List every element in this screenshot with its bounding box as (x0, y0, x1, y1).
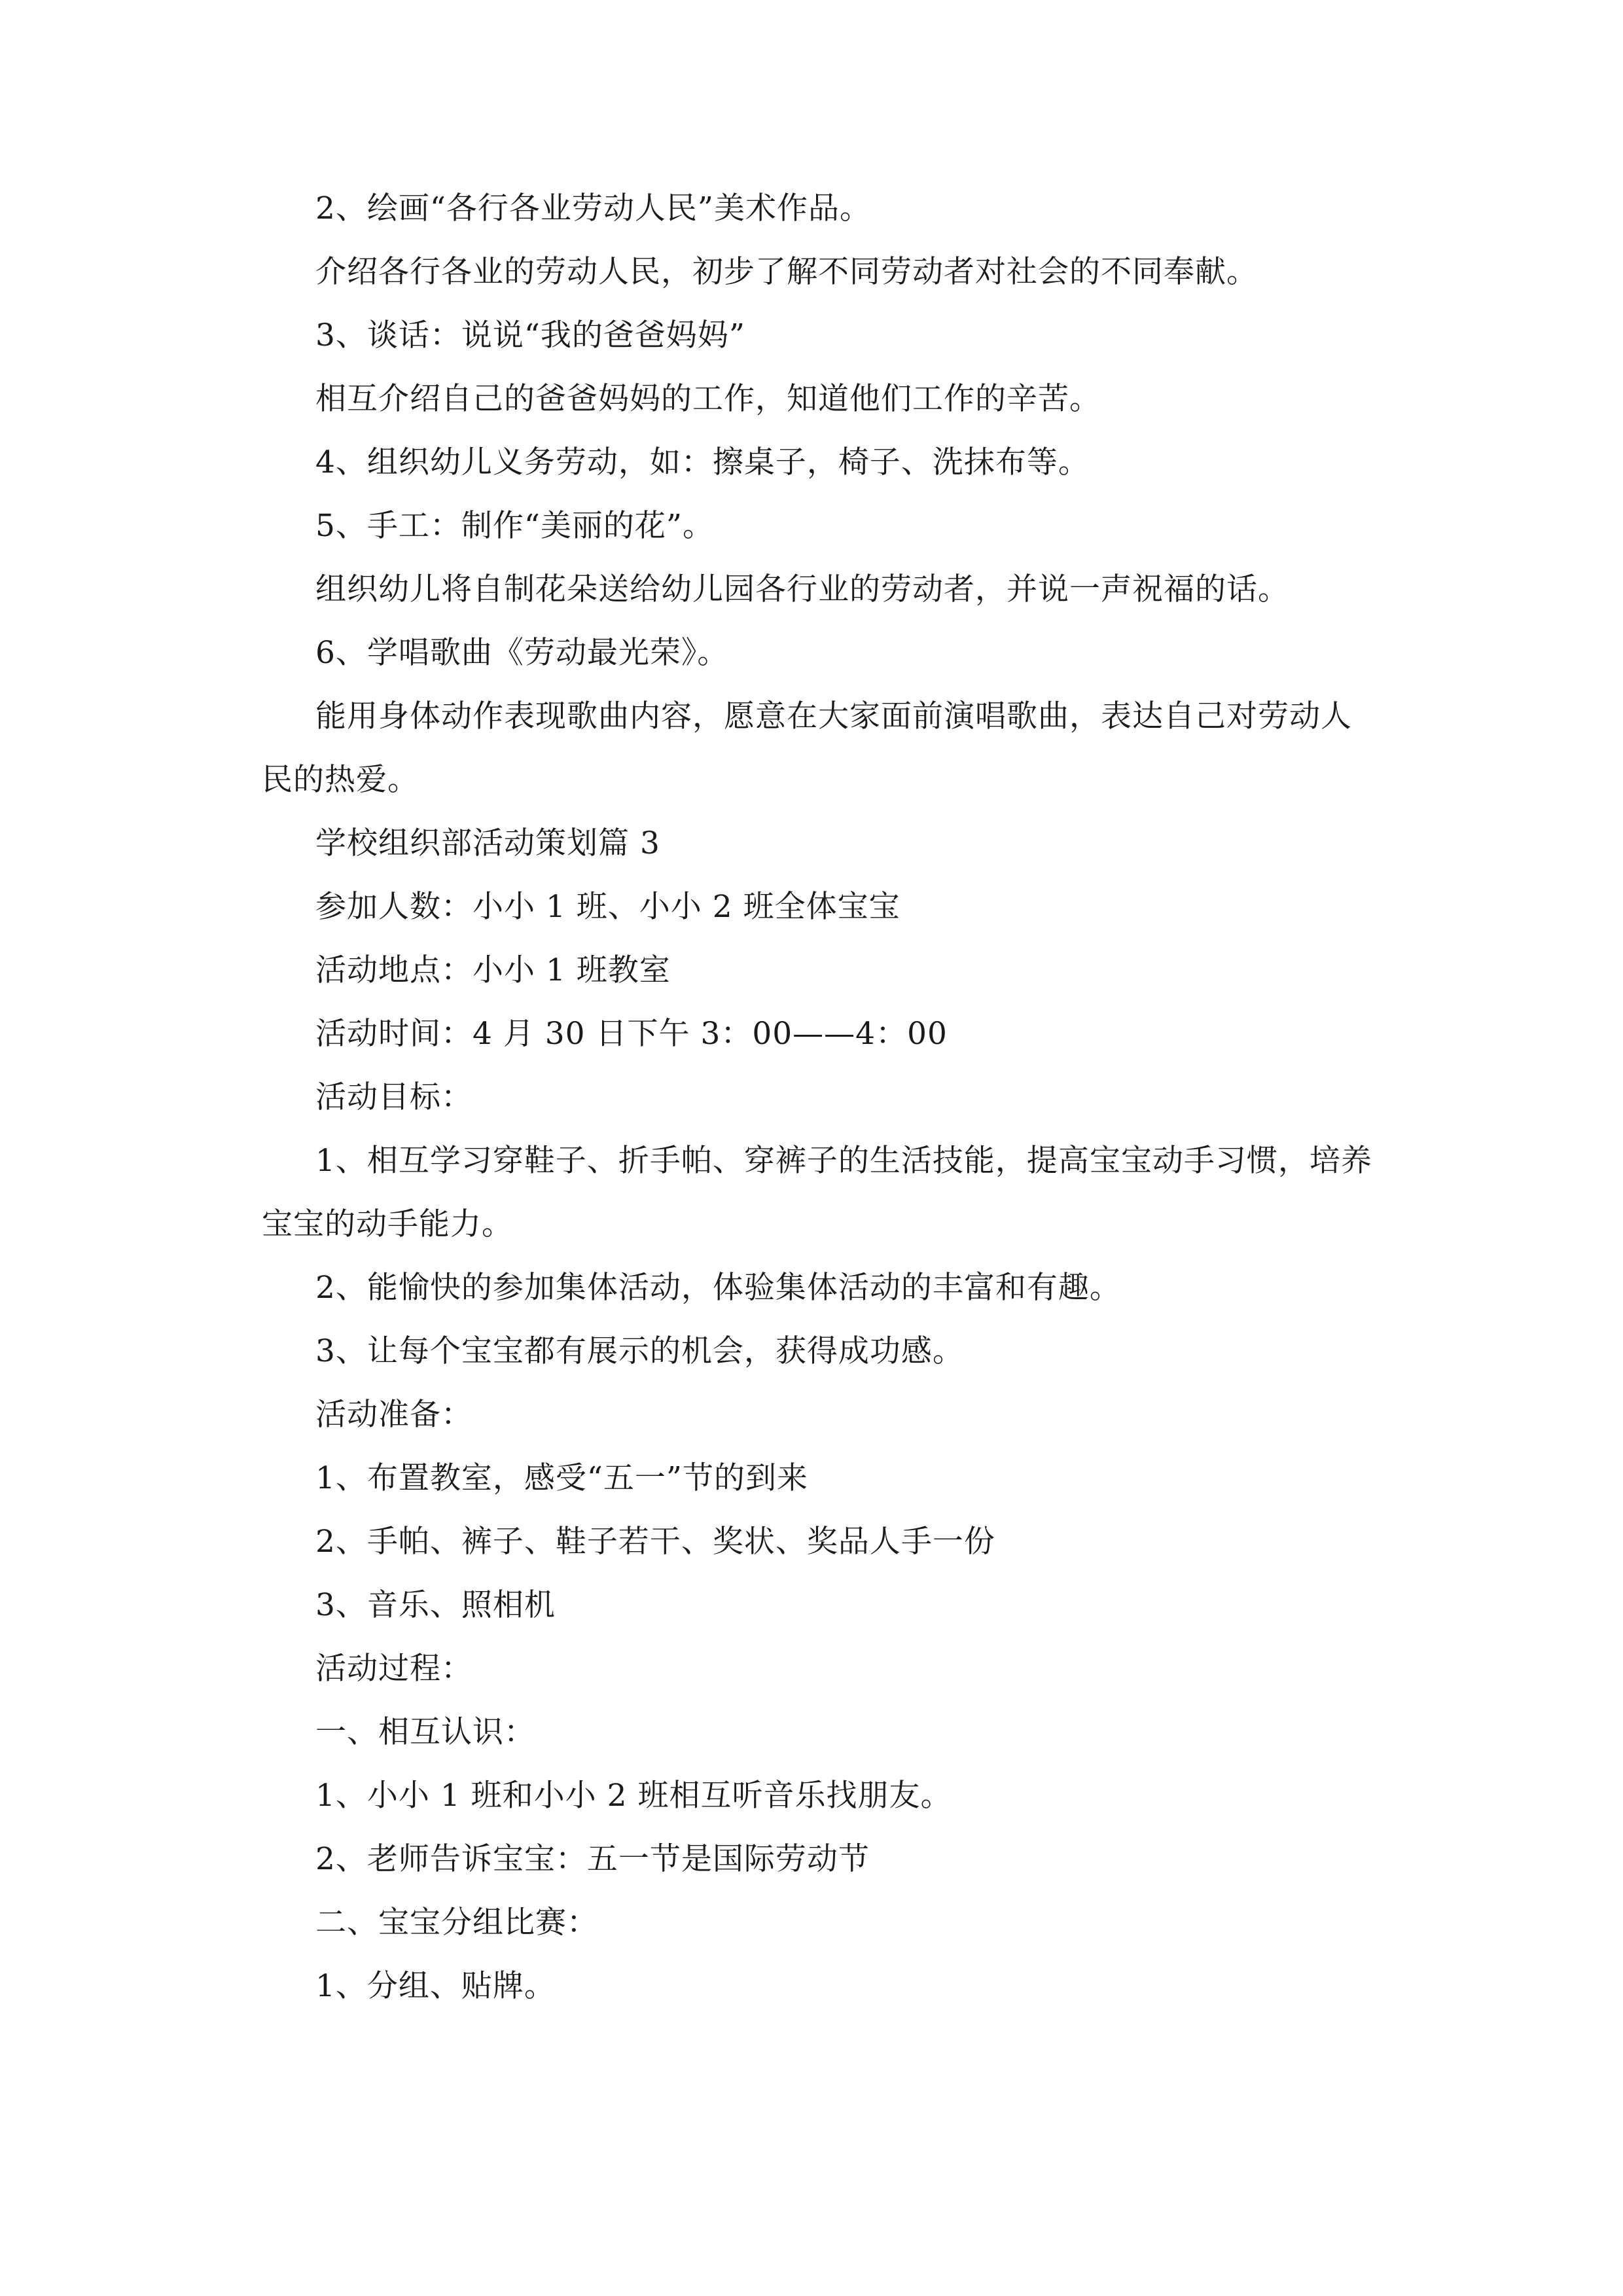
paragraph: 2、手帕、裤子、鞋子若干、奖状、奖品人手一份 (315, 1524, 995, 1560)
paragraph: 相互介绍自己的爸爸妈妈的工作，知道他们工作的辛苦。 (315, 381, 1101, 417)
paragraph: 活动准备： (315, 1397, 473, 1433)
paragraph: 活动地点：小小 1 班教室 (315, 952, 671, 988)
paragraph: 3、让每个宝宝都有展示的机会，获得成功感。 (315, 1333, 964, 1369)
paragraph: 能用身体动作表现歌曲内容，愿意在大家面前演唱歌曲，表达自己对劳动人民的热爱。 (262, 698, 1352, 798)
paragraph: 参加人数：小小 1 班、小小 2 班全体宝宝 (315, 889, 901, 925)
paragraph: 5、手工：制作“美丽的花”。 (315, 508, 714, 544)
section-heading: 学校组织部活动策划篇 3 (315, 825, 660, 861)
paragraph: 2、能愉快的参加集体活动，体验集体活动的丰富和有趣。 (315, 1270, 1121, 1306)
paragraph: 1、相互学习穿鞋子、折手帕、穿裤子的生活技能，提高宝宝动手习惯，培养宝宝的动手能力。 (262, 1143, 1372, 1242)
paragraph: 活动时间：4 月 30 日下午 3：00——4：00 (315, 1016, 948, 1052)
paragraph: 活动目标： (315, 1079, 473, 1115)
paragraph: 1、小小 1 班和小小 2 班相互听音乐找朋友。 (315, 1778, 952, 1814)
paragraph: 2、绘画“各行各业劳动人民”美术作品。 (315, 190, 871, 226)
paragraph: 1、分组、贴牌。 (315, 1968, 556, 2004)
paragraph: 活动过程： (315, 1651, 473, 1687)
paragraph: 介绍各行各业的劳动人民，初步了解不同劳动者对社会的不同奉献。 (315, 254, 1258, 290)
paragraph: 1、布置教室，感受“五一”节的到来 (315, 1460, 808, 1496)
paragraph: 一、相互认识： (315, 1714, 535, 1750)
paragraph: 4、组织幼儿义务劳动，如：擦桌子，椅子、洗抹布等。 (315, 444, 1090, 480)
paragraph: 组织幼儿将自制花朵送给幼儿园各行业的劳动者，并说一声祝福的话。 (315, 571, 1289, 607)
paragraph: 二、宝宝分组比赛： (315, 1905, 598, 1941)
paragraph: 3、谈话：说说“我的爸爸妈妈” (315, 317, 745, 353)
paragraph: 6、学唱歌曲《劳动最光荣》。 (315, 635, 729, 671)
document-body (262, 177, 1374, 2018)
paragraph: 3、音乐、照相机 (315, 1587, 556, 1623)
paragraph: 2、老师告诉宝宝：五一节是国际劳动节 (315, 1841, 870, 1877)
